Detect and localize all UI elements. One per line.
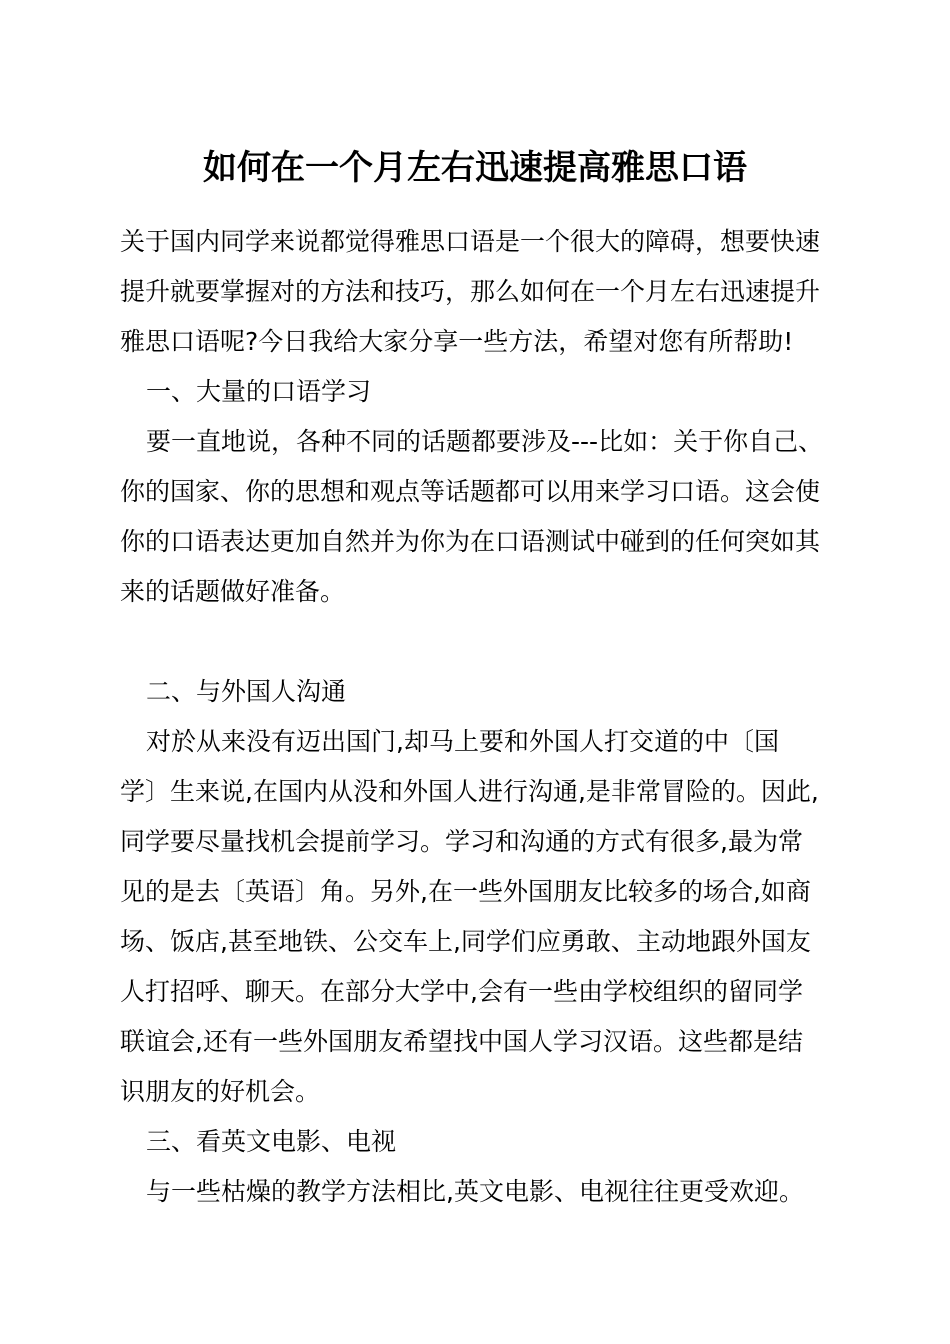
section2-line-7: 联谊会,还有一些外国朋友希望找中国人学习汉语。这些都是结 [120,1027,803,1056]
document-title: 如何在一个月左右迅速提高雅思口语 [203,148,747,188]
section2-line-1: 对於从来没有迈出国门,却马上要和外国人打交道的中〔国 [146,727,779,756]
section2-heading: 二、与外国人沟通 [146,677,347,706]
section2-line-8: 识朋友的好机会。 [120,1077,321,1106]
section1-line-4: 来的话题做好准备。 [120,577,346,606]
section1-line-3: 你的口语表达更加自然并为你为在口语测试中碰到的任何突如其 [120,527,821,556]
section2-line-2: 学〕生来说,在国内从没和外国人进行沟通,是非常冒险的。因此, [120,777,819,806]
section2-line-6: 人打招呼、聊天。在部分大学中,会有一些由学校组织的留同学 [120,977,803,1006]
intro-line-2: 提升就要掌握对的方法和技巧，那么如何在一个月左右迅速提升 [120,277,821,306]
section1-heading: 一、大量的口语学习 [146,377,372,406]
section1-line-2: 你的国家、你的思想和观点等话题都可以用来学习口语。这会使 [120,477,821,506]
section2-line-3: 同学要尽量找机会提前学习。学习和沟通的方式有很多,最为常 [120,827,803,856]
intro-line-3: 雅思口语呢?今日我给大家分享一些方法，希望对您有所帮助! [120,327,794,356]
section1-line-1: 要一直地说，各种不同的话题都要涉及---比如：关于你自己、 [146,427,824,456]
intro-line-1: 关于国内同学来说都觉得雅思口语是一个很大的障碍，想要快速 [120,227,821,256]
section2-line-4: 见的是去〔英语〕角。另外,在一些外国朋友比较多的场合,如商 [120,877,811,906]
section2-line-5: 场、饭店,甚至地铁、公交车上,同学们应勇敢、主动地跟外国友 [120,927,811,956]
section3-line-1: 与一些枯燥的教学方法相比,英文电影、电视往往更受欢迎。 [146,1177,804,1206]
section3-heading: 三、看英文电影、电视 [146,1127,397,1156]
